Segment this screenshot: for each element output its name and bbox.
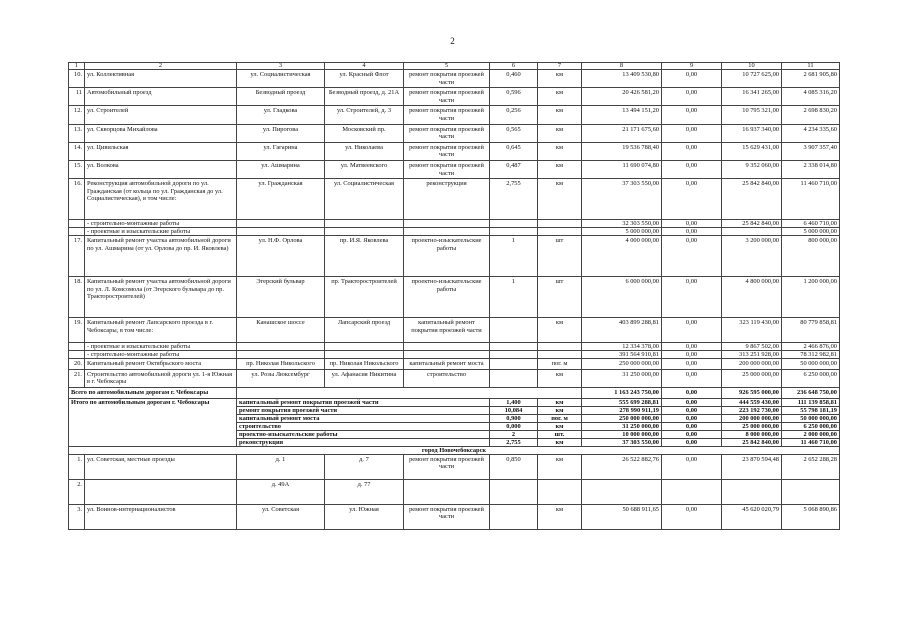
cell-col-4 <box>325 351 404 359</box>
summary-total: 278 990 911,19 <box>582 406 662 414</box>
cell-col-1: 19. <box>69 318 85 343</box>
summary-unit: км <box>538 406 582 414</box>
cell-col-10: 4 800 000,00 <box>722 277 782 318</box>
summary-item-name: проектно-изыскательские работы <box>237 430 490 438</box>
cell-col-6 <box>490 504 538 529</box>
cell-col-3: ул. Социалистическая <box>237 70 325 88</box>
cell-col-8: 12 334 378,00 <box>582 343 662 351</box>
cell-col-11: 80 779 858,81 <box>782 318 840 343</box>
cell-col-1: 16. <box>69 179 85 220</box>
cell-col-8: 50 688 911,65 <box>582 504 662 529</box>
cell-col-9: 0,00 <box>662 454 722 479</box>
cell-col-6: 0,596 <box>490 88 538 106</box>
total-row <box>69 387 840 398</box>
cell-col-4: ул. Красный Флот <box>325 70 404 88</box>
cell-col-3: пр. Николая Никольского <box>237 359 325 370</box>
cell-col-2: ул. Цивильская <box>85 142 237 160</box>
cell-col-6 <box>490 343 538 351</box>
cell-col-9: 0,00 <box>662 228 722 236</box>
cell-col-3 <box>237 228 325 236</box>
cell-col-5: ремонт покрытия проезжей части <box>404 70 490 88</box>
cell-col-10: 25 842 840,00 <box>722 179 782 220</box>
cell-col-5 <box>404 220 490 228</box>
cell-col-9: 0,00 <box>662 277 722 318</box>
cell-col-5: ремонт покрытия проезжей части <box>404 88 490 106</box>
cell-col-8: 31 250 000,00 <box>582 369 662 387</box>
cell-col-9: 0,00 <box>662 236 722 277</box>
total-value: 926 595 000,00 <box>722 387 782 398</box>
cell-col-8: 37 303 550,00 <box>582 179 662 220</box>
cell-col-8: 13 409 530,80 <box>582 70 662 88</box>
cell-col-8: 250 000 000,00 <box>582 359 662 370</box>
cell-col-11 <box>782 479 840 504</box>
cell-col-7: км <box>538 369 582 387</box>
summary-qty: 2 <box>490 430 538 438</box>
summary-republic: 25 000 000,00 <box>722 422 782 430</box>
cell-col-5: ремонт покрытия проезжей части <box>404 124 490 142</box>
cell-col-11: 2 338 014,80 <box>782 160 840 178</box>
cell-col-4: Лапсарский проезд <box>325 318 404 343</box>
summary-qty: 2,755 <box>490 438 538 446</box>
cell-col-6 <box>490 228 538 236</box>
cell-col-3: Эгерский бульвар <box>237 277 325 318</box>
cell-col-11: 800 000,00 <box>782 236 840 277</box>
table-row <box>69 88 840 106</box>
cell-col-6: 0,460 <box>490 70 538 88</box>
cell-col-2: Реконструкция автомобильной дороги по ул. Гражданская (от кольца по ул. Гражданская до ул. Социалистическая), в том числе: <box>85 179 237 220</box>
cell-col-7: км <box>538 454 582 479</box>
cell-col-9: 0,00 <box>662 351 722 359</box>
cell-col-3: Канашское шоссе <box>237 318 325 343</box>
cell-col-4 <box>325 220 404 228</box>
cell-col-8: 20 426 581,20 <box>582 88 662 106</box>
cell-col-3: ул. Н.Ф. Орлова <box>237 236 325 277</box>
cell-col-2: Строительство автомобильной дороги ул. 1-я Южная в г. Чебоксары <box>85 369 237 387</box>
cell-col-10 <box>722 228 782 236</box>
cell-col-11: 2 466 876,00 <box>782 343 840 351</box>
cell-col-1 <box>69 220 85 228</box>
summary-qty: 10,084 <box>490 406 538 414</box>
cell-col-2: Капитальный ремонт участка автомобильной дороги по ул. Л. Комсомола (от Эгерского бульвара до пр. Тракторостроителей) <box>85 277 237 318</box>
cell-col-10: 10 727 625,00 <box>722 70 782 88</box>
page-number: 2 <box>450 36 455 46</box>
table-row <box>69 160 840 178</box>
cell-col-3: ул. Гладкова <box>237 106 325 124</box>
summary-unit: км <box>538 398 582 406</box>
cell-col-11: 2 698 830,20 <box>782 106 840 124</box>
cell-col-3: ул. Розы Люксембург <box>237 369 325 387</box>
cell-col-1 <box>69 228 85 236</box>
cell-col-11: 2 681 905,80 <box>782 70 840 88</box>
summary-local: 55 798 181,19 <box>782 406 840 414</box>
summary-local: 6 250 000,00 <box>782 422 840 430</box>
cell-col-5 <box>404 228 490 236</box>
cell-col-1: 10. <box>69 70 85 88</box>
cell-col-11: 3 907 357,40 <box>782 142 840 160</box>
cell-col-1: 20. <box>69 359 85 370</box>
cell-col-8: 21 171 675,60 <box>582 124 662 142</box>
summary-republic: 444 559 430,00 <box>722 398 782 406</box>
cell-col-1: 14. <box>69 142 85 160</box>
cell-col-1: 17. <box>69 236 85 277</box>
total-value: 236 648 750,00 <box>782 387 840 398</box>
roads-table <box>68 62 840 530</box>
summary-unit: пог. м <box>538 414 582 422</box>
cell-col-9: 0,00 <box>662 220 722 228</box>
summary-qty: 0,000 <box>490 422 538 430</box>
cell-col-7: км <box>538 142 582 160</box>
cell-col-6 <box>490 479 538 504</box>
cell-col-4: ул. Матвеевского <box>325 160 404 178</box>
cell-col-9: 0,00 <box>662 160 722 178</box>
cell-col-5: проектно-изыскательские работы <box>404 236 490 277</box>
cell-col-1: 18. <box>69 277 85 318</box>
cell-col-10: 15 629 431,00 <box>722 142 782 160</box>
cell-col-7: шт <box>538 236 582 277</box>
cell-col-3: ул. Гражданская <box>237 179 325 220</box>
cell-col-6: 1 <box>490 236 538 277</box>
column-number-3: 3 <box>237 63 325 70</box>
cell-col-4: ул. Афанасия Никитина <box>325 369 404 387</box>
summary-republic: 223 192 730,00 <box>722 406 782 414</box>
cell-col-1: 15. <box>69 160 85 178</box>
summary-local: 2 000 000,00 <box>782 430 840 438</box>
cell-col-9: 0,00 <box>662 124 722 142</box>
cell-col-4: ул. Социалистическая <box>325 179 404 220</box>
cell-col-11: 5 068 890,86 <box>782 504 840 529</box>
cell-col-9: 0,00 <box>662 70 722 88</box>
cell-col-4: ул. Николаева <box>325 142 404 160</box>
cell-col-2: ул. Коллективная <box>85 70 237 88</box>
cell-col-1 <box>69 351 85 359</box>
summary-total: 10 000 000,00 <box>582 430 662 438</box>
cell-col-2: ул. Строителей <box>85 106 237 124</box>
cell-col-7 <box>538 351 582 359</box>
summary-item-name: строительство <box>237 422 490 430</box>
table-row <box>69 179 840 220</box>
cell-col-11: 2 652 288,28 <box>782 454 840 479</box>
cell-col-10: 9 867 502,00 <box>722 343 782 351</box>
cell-col-7 <box>538 228 582 236</box>
cell-col-7: км <box>538 70 582 88</box>
summary-unit: км <box>538 438 582 446</box>
cell-col-8 <box>582 479 662 504</box>
cell-col-6 <box>490 318 538 343</box>
cell-col-7: км <box>538 160 582 178</box>
summary-qty: 0,900 <box>490 414 538 422</box>
table-row <box>69 351 840 359</box>
cell-col-8: 5 000 000,00 <box>582 228 662 236</box>
cell-col-6: 2,755 <box>490 179 538 220</box>
summary-total: 250 000 000,00 <box>582 414 662 422</box>
cell-col-2: - строительно-монтажные работы <box>85 220 237 228</box>
cell-col-9: 0,00 <box>662 318 722 343</box>
cell-col-3: ул. Пирогова <box>237 124 325 142</box>
table-row <box>69 124 840 142</box>
cell-col-3: ул. Советская <box>237 504 325 529</box>
cell-col-9: 0,00 <box>662 142 722 160</box>
cell-col-4 <box>325 343 404 351</box>
summary-item-name: ремонт покрытия проезжей части <box>237 406 490 414</box>
table-row <box>69 504 840 529</box>
cell-col-4: ул. Южная <box>325 504 404 529</box>
summary-republic: 8 000 000,00 <box>722 430 782 438</box>
cell-col-3 <box>237 351 325 359</box>
cell-col-1: 12. <box>69 106 85 124</box>
cell-col-5: капитальный ремонт покрытия проезжей части <box>404 318 490 343</box>
cell-col-8: 403 899 288,81 <box>582 318 662 343</box>
cell-col-5: ремонт покрытия проезжей части <box>404 142 490 160</box>
summary-republic: 25 842 840,00 <box>722 438 782 446</box>
cell-col-1: 13. <box>69 124 85 142</box>
summary-federal: 0,00 <box>662 414 722 422</box>
total-blank <box>237 387 582 398</box>
table-row <box>69 454 840 479</box>
cell-col-6: 0,850 <box>490 454 538 479</box>
cell-col-5 <box>404 343 490 351</box>
table-row <box>69 228 840 236</box>
column-number-9: 9 <box>662 63 722 70</box>
cell-col-10: 3 200 000,00 <box>722 236 782 277</box>
cell-col-8: 11 690 074,80 <box>582 160 662 178</box>
cell-col-6: 1 <box>490 277 538 318</box>
cell-col-6 <box>490 369 538 387</box>
total-value: 1 163 243 750,00 <box>582 387 662 398</box>
cell-col-8: 4 000 000,00 <box>582 236 662 277</box>
cell-col-2 <box>85 479 237 504</box>
summary-total: 555 699 288,81 <box>582 398 662 406</box>
cell-col-4: Московский пр. <box>325 124 404 142</box>
summary-total: 37 303 550,00 <box>582 438 662 446</box>
cell-col-2: - строительно-монтажные работы <box>85 351 237 359</box>
cell-col-3: д. 49А <box>237 479 325 504</box>
cell-col-10: 25 842 840,00 <box>722 220 782 228</box>
cell-col-11: 4 234 335,60 <box>782 124 840 142</box>
summary-item-name: капитальный ремонт покрытия проезжей части <box>237 398 490 406</box>
cell-col-2: - проектные и изыскательские работы <box>85 228 237 236</box>
cell-col-10: 313 251 928,00 <box>722 351 782 359</box>
cell-col-5: строительство <box>404 369 490 387</box>
cell-col-7: км <box>538 179 582 220</box>
cell-col-6: 0,256 <box>490 106 538 124</box>
cell-col-8: 32 303 550,00 <box>582 220 662 228</box>
summary-federal: 0,00 <box>662 398 722 406</box>
cell-col-5: ремонт покрытия проезжей части <box>404 504 490 529</box>
cell-col-7: км <box>538 106 582 124</box>
column-number-row <box>69 63 840 70</box>
summary-unit: км <box>538 422 582 430</box>
table-row <box>69 236 840 277</box>
cell-col-7 <box>538 220 582 228</box>
summary-federal: 0,00 <box>662 422 722 430</box>
cell-col-10: 25 000 000,00 <box>722 369 782 387</box>
summary-item-name: реконструкция <box>237 438 490 446</box>
summary-total: 31 250 000,00 <box>582 422 662 430</box>
summary-row <box>69 398 840 406</box>
column-number-1: 1 <box>69 63 85 70</box>
cell-col-3: Безводный проезд <box>237 88 325 106</box>
cell-col-7: км <box>538 504 582 529</box>
cell-col-5: проектно-изыскательские работы <box>404 277 490 318</box>
cell-col-8: 391 564 910,81 <box>582 351 662 359</box>
cell-col-8: 19 536 788,40 <box>582 142 662 160</box>
cell-col-11: 5 000 000,00 <box>782 228 840 236</box>
table-row <box>69 142 840 160</box>
cell-col-2: ул. Советская, местные проезды <box>85 454 237 479</box>
cell-col-6 <box>490 351 538 359</box>
cell-col-11: 6 250 000,00 <box>782 369 840 387</box>
cell-col-9: 0,00 <box>662 179 722 220</box>
cell-col-5: реконструкция <box>404 179 490 220</box>
cell-col-8: 13 494 151,20 <box>582 106 662 124</box>
cell-col-10: 23 870 594,48 <box>722 454 782 479</box>
cell-col-2: Капитальный ремонт Лапсарского проезда в г. Чебоксары, в том числе: <box>85 318 237 343</box>
cell-col-3: ул. Гагарина <box>237 142 325 160</box>
total-value: 0,00 <box>662 387 722 398</box>
cell-col-2: - проектные и изыскательские работы <box>85 343 237 351</box>
cell-col-2: Капитальный ремонт Октябрьского моста <box>85 359 237 370</box>
summary-item-name: капитальный ремонт моста <box>237 414 490 422</box>
cell-col-5: капитальный ремонт моста <box>404 359 490 370</box>
cell-col-4: Безводный проезд, д. 21А <box>325 88 404 106</box>
cell-col-2: ул. Волкова <box>85 160 237 178</box>
cell-col-6 <box>490 359 538 370</box>
table-row <box>69 359 840 370</box>
cell-col-3 <box>237 343 325 351</box>
column-number-4: 4 <box>325 63 404 70</box>
cell-col-3: д. 1 <box>237 454 325 479</box>
cell-col-7: км <box>538 318 582 343</box>
cell-col-7: шт <box>538 277 582 318</box>
column-number-7: 7 <box>538 63 582 70</box>
cell-col-2: ул. Скворцова Михайлова <box>85 124 237 142</box>
cell-col-7: км <box>538 124 582 142</box>
cell-col-6: 0,565 <box>490 124 538 142</box>
cell-col-11: 4 085 316,20 <box>782 88 840 106</box>
column-number-5: 5 <box>404 63 490 70</box>
cell-col-1: 2. <box>69 479 85 504</box>
cell-col-10: 16 937 340,00 <box>722 124 782 142</box>
cell-col-5: ремонт покрытия проезжей части <box>404 454 490 479</box>
table-row <box>69 479 840 504</box>
total-label: Всего по автомобильным дорогам г. Чебоксары <box>69 387 237 398</box>
cell-col-4 <box>325 228 404 236</box>
cell-col-9: 0,00 <box>662 504 722 529</box>
cell-col-4: ул. Строителей, д. 3 <box>325 106 404 124</box>
cell-col-9: 0,00 <box>662 106 722 124</box>
summary-label: Итого по автомобильным дорогам г. Чебоксары <box>69 398 237 446</box>
cell-col-2: Капитальный ремонт участка автомобильной дороги по ул. Ашмарина (от ул. Орлова до пр. И. Яковлева) <box>85 236 237 277</box>
cell-col-3 <box>237 220 325 228</box>
cell-col-1: 11 <box>69 88 85 106</box>
summary-republic: 200 000 000,00 <box>722 414 782 422</box>
cell-col-7: пог. м <box>538 359 582 370</box>
cell-col-11: 11 460 710,00 <box>782 179 840 220</box>
summary-qty: 1,400 <box>490 398 538 406</box>
cell-col-5: ремонт покрытия проезжей части <box>404 160 490 178</box>
cell-col-1 <box>69 343 85 351</box>
cell-col-10: 16 341 265,00 <box>722 88 782 106</box>
cell-col-7 <box>538 343 582 351</box>
cell-col-2: ул. Воинов-интернационалистов <box>85 504 237 529</box>
cell-col-11: 6 460 710,00 <box>782 220 840 228</box>
cell-col-10: 45 620 020,79 <box>722 504 782 529</box>
cell-col-7 <box>538 479 582 504</box>
cell-col-1: 3. <box>69 504 85 529</box>
cell-col-4: пр. Тракторостроителей <box>325 277 404 318</box>
cell-col-4: д. 7 <box>325 454 404 479</box>
table-row <box>69 220 840 228</box>
cell-col-4: пр. И.Я. Яковлева <box>325 236 404 277</box>
cell-col-8: 26 522 882,76 <box>582 454 662 479</box>
cell-col-6 <box>490 220 538 228</box>
cell-col-9: 0,00 <box>662 88 722 106</box>
cell-col-6: 0,487 <box>490 160 538 178</box>
summary-federal: 0,00 <box>662 430 722 438</box>
cell-col-9 <box>662 479 722 504</box>
cell-col-10: 9 352 060,00 <box>722 160 782 178</box>
summary-unit: шт. <box>538 430 582 438</box>
table-row <box>69 106 840 124</box>
cell-col-5 <box>404 479 490 504</box>
table-row <box>69 318 840 343</box>
cell-col-1: 1. <box>69 454 85 479</box>
summary-federal: 0,00 <box>662 406 722 414</box>
city-heading-row <box>69 446 840 454</box>
cell-col-4: д. 77 <box>325 479 404 504</box>
cell-col-9: 0,00 <box>662 369 722 387</box>
cell-col-10: 10 795 321,00 <box>722 106 782 124</box>
column-number-2: 2 <box>85 63 237 70</box>
column-number-11: 11 <box>782 63 840 70</box>
cell-col-5 <box>404 351 490 359</box>
cell-col-4: пр. Николая Никольского <box>325 359 404 370</box>
city-heading: город Новочебоксарск <box>69 446 840 454</box>
cell-col-11: 50 000 000,00 <box>782 359 840 370</box>
summary-local: 50 000 000,00 <box>782 414 840 422</box>
cell-col-1: 21. <box>69 369 85 387</box>
cell-col-9: 0,00 <box>662 359 722 370</box>
cell-col-5: ремонт покрытия проезжей части <box>404 106 490 124</box>
table-row <box>69 277 840 318</box>
cell-col-7: км <box>538 88 582 106</box>
summary-federal: 0,00 <box>662 438 722 446</box>
summary-local: 111 139 858,81 <box>782 398 840 406</box>
cell-col-10 <box>722 479 782 504</box>
cell-col-2: Автомобильный проезд <box>85 88 237 106</box>
column-number-8: 8 <box>582 63 662 70</box>
cell-col-10: 200 000 000,00 <box>722 359 782 370</box>
summary-local: 11 460 710,00 <box>782 438 840 446</box>
table-row <box>69 343 840 351</box>
cell-col-11: 78 312 982,81 <box>782 351 840 359</box>
table-row <box>69 369 840 387</box>
cell-col-11: 1 200 000,00 <box>782 277 840 318</box>
column-number-10: 10 <box>722 63 782 70</box>
cell-col-10: 323 119 430,00 <box>722 318 782 343</box>
column-number-6: 6 <box>490 63 538 70</box>
cell-col-9: 0,00 <box>662 343 722 351</box>
cell-col-6: 0,645 <box>490 142 538 160</box>
table-row <box>69 70 840 88</box>
cell-col-3: ул. Ашмарина <box>237 160 325 178</box>
cell-col-8: 6 000 000,00 <box>582 277 662 318</box>
